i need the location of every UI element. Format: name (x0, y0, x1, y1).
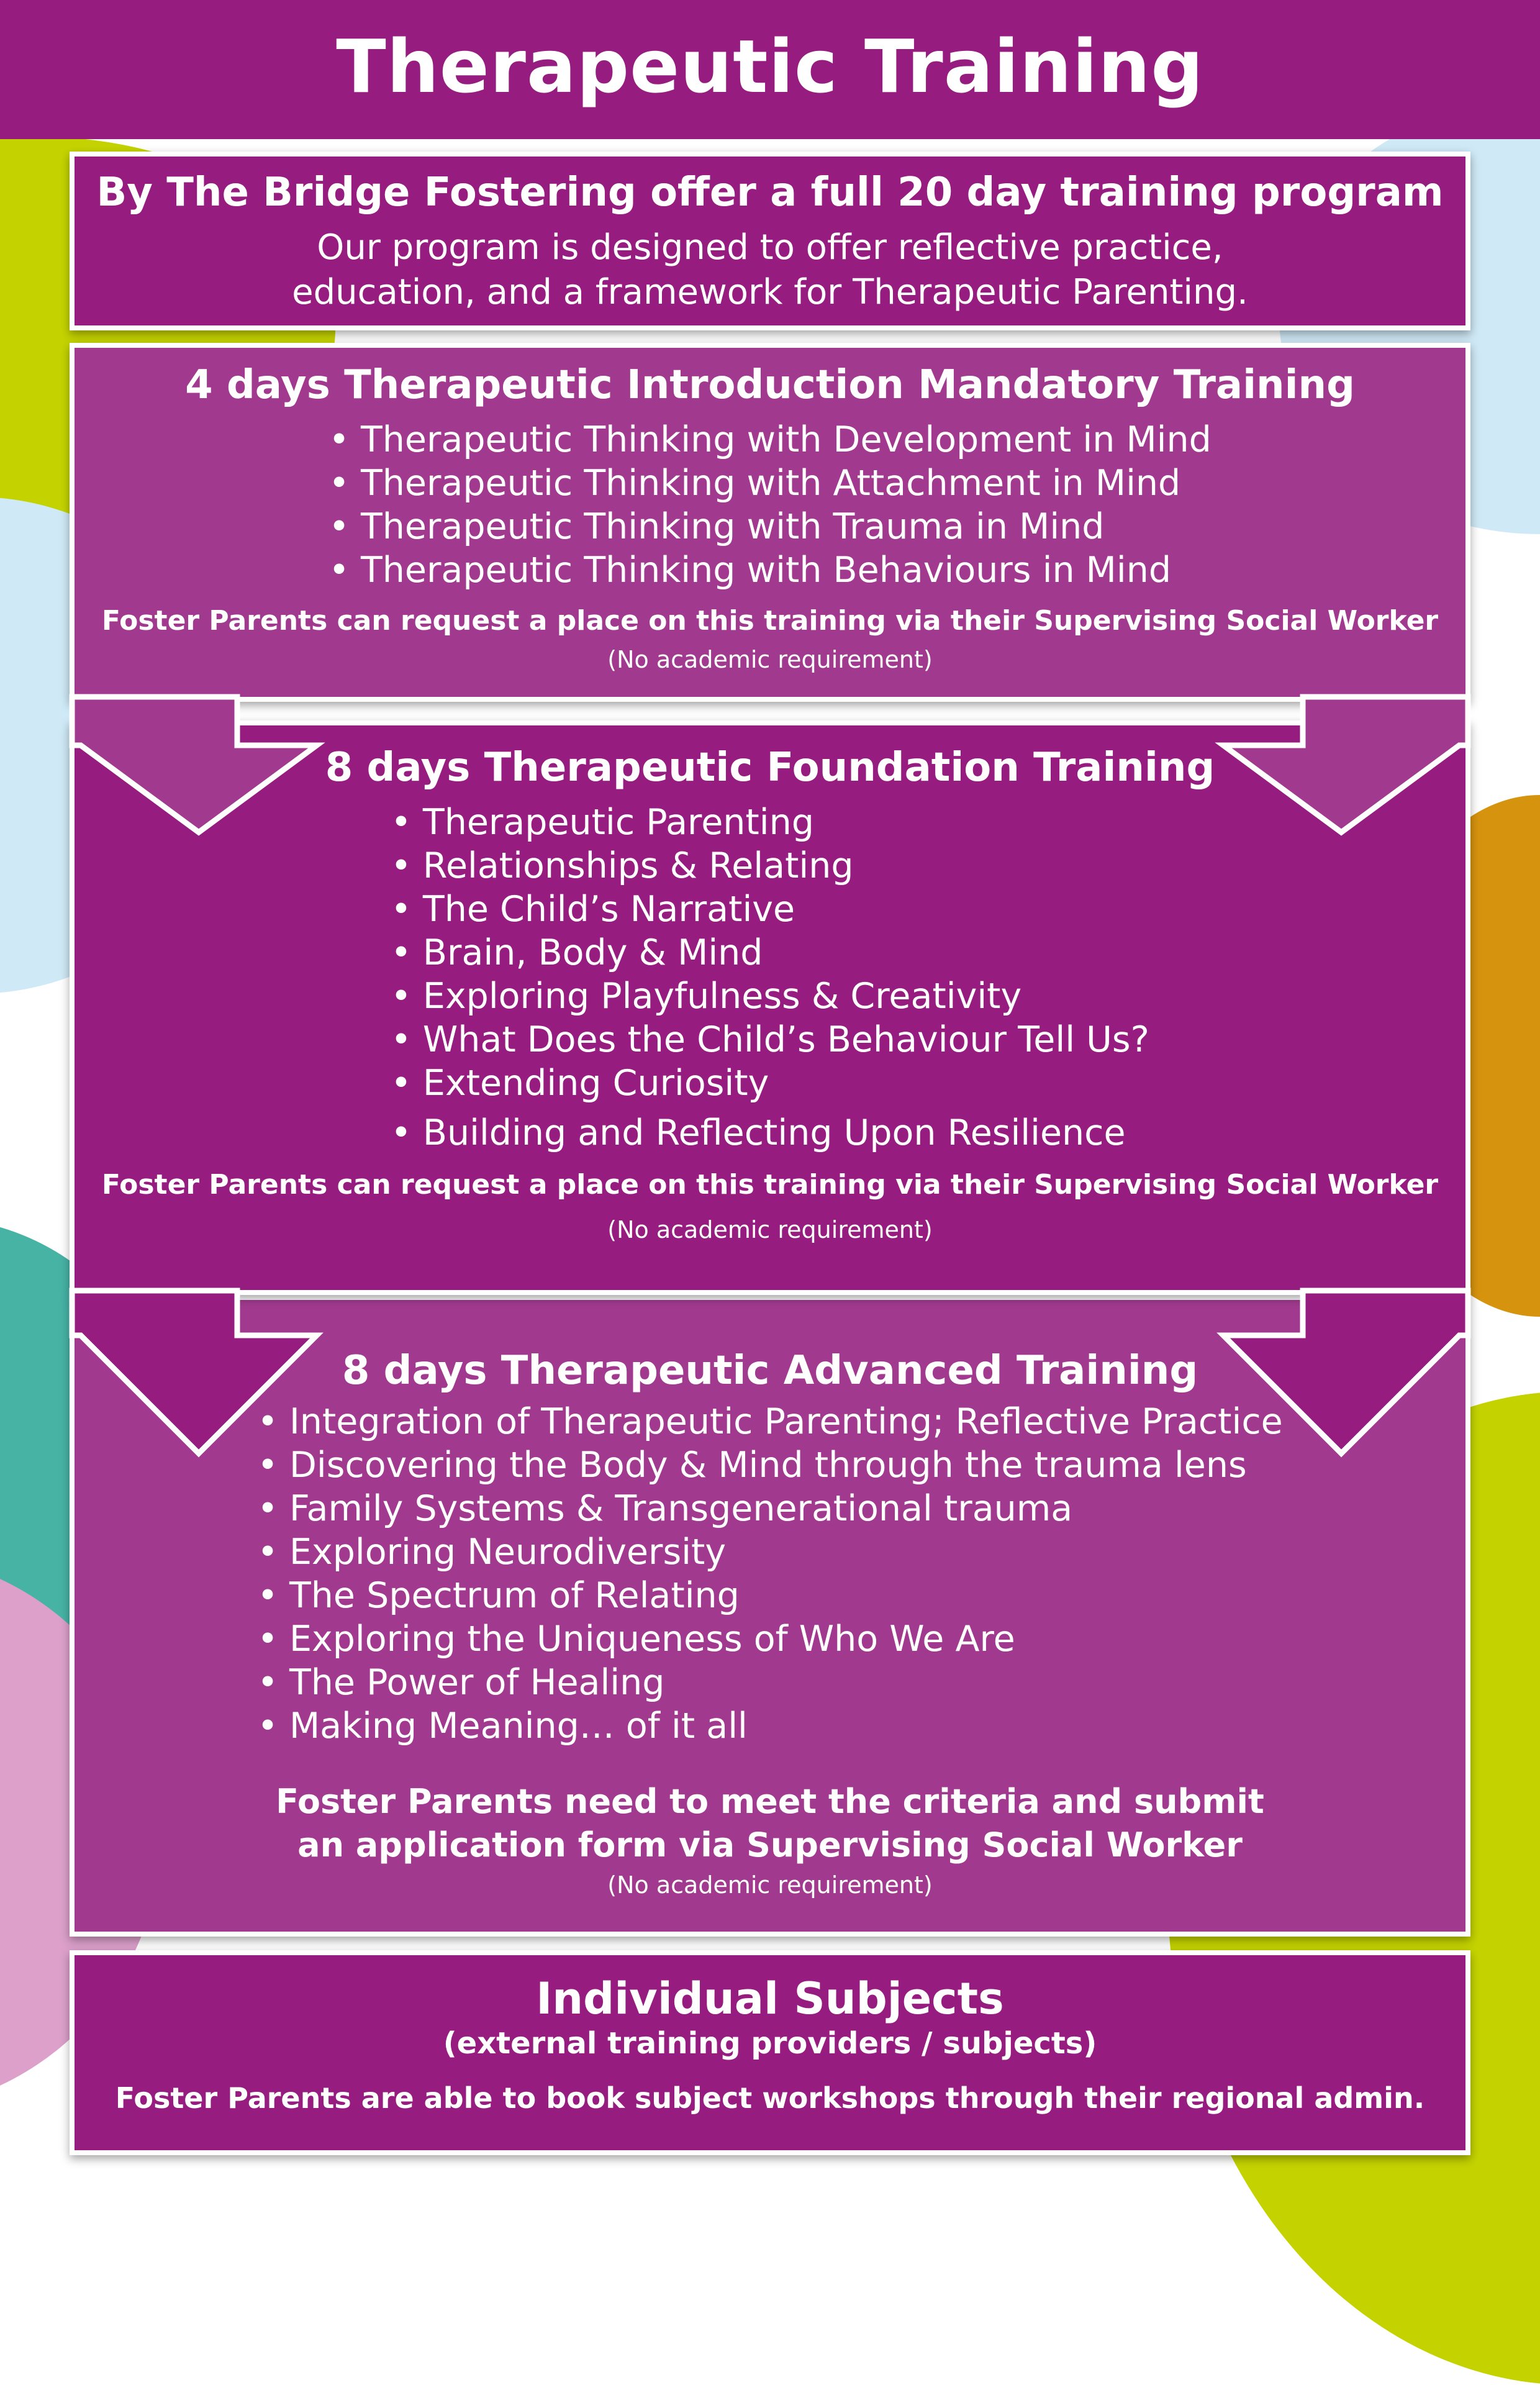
down-arrow-icon (1223, 697, 1468, 832)
list-item: • The Spectrum of Relating (257, 1574, 1283, 1617)
down-arrow-icon (72, 1291, 317, 1453)
advanced-heading: 8 days Therapeutic Advanced Training (342, 1348, 1198, 1394)
intro-text-line: Our program is designed to offer reflective practice, (317, 227, 1223, 268)
list-item: • Therapeutic Thinking with Trauma in Mind (328, 505, 1212, 548)
list-item: • Discovering the Body & Mind through the trauma lens (257, 1443, 1283, 1487)
individual-subjects-box (70, 1950, 1470, 2155)
list-item: • Therapeutic Thinking with Behaviours in Mind (328, 548, 1212, 592)
down-arrow-icon (1223, 1291, 1468, 1453)
list-item: • The Child’s Narrative (391, 888, 1149, 931)
foundation-request: Foster Parents can request a place on this training via their Supervising Social Worker (101, 1168, 1439, 1201)
introduction-heading: 4 days Therapeutic Introduction Mandatory Training (185, 362, 1355, 408)
list-item: • Making Meaning… of it all (257, 1704, 1283, 1748)
list-item: • Exploring the Uniqueness of Who We Are (257, 1617, 1283, 1661)
intro-heading: By The Bridge Fostering offer a full 20 day training program (96, 170, 1444, 216)
introduction-request: Foster Parents can request a place on this training via their Supervising Social Worker (101, 604, 1439, 637)
list-item: • Therapeutic Parenting (391, 801, 1149, 844)
down-arrow-icon (72, 697, 317, 832)
introduction-note: (No academic requirement) (607, 645, 933, 673)
list-item: • The Power of Healing (257, 1661, 1283, 1704)
list-item: • Brain, Body & Mind (391, 931, 1149, 974)
list-item: • Integration of Therapeutic Parenting; Reflective Practice (257, 1400, 1283, 1443)
advanced-criteria: an application form via Supervising Social Worker (297, 1825, 1243, 1865)
individual-text: Foster Parents are able to book subject workshops through their regional admin. (115, 2081, 1425, 2115)
page-title: Therapeutic Training (336, 24, 1204, 109)
list-item: • Building and Reflecting Upon Resilience (391, 1111, 1149, 1155)
list-item: • Therapeutic Thinking with Attachment in Mind (328, 461, 1212, 505)
list-item: • Family Systems & Transgenerational trauma (257, 1487, 1283, 1530)
list-item: • Therapeutic Thinking with Development in Mind (328, 418, 1212, 461)
list-item: • Relationships & Relating (391, 844, 1149, 888)
intro-text-line: education, and a framework for Therapeutic Parenting. (292, 271, 1248, 312)
list-item: • Exploring Neurodiversity (257, 1530, 1283, 1574)
list-item: • Extending Curiosity (391, 1061, 1149, 1105)
foundation-note: (No academic requirement) (607, 1215, 933, 1243)
advanced-criteria: Foster Parents need to meet the criteria and submit (276, 1781, 1264, 1821)
individual-subheading: (external training providers / subjects) (443, 2026, 1097, 2061)
foundation-heading: 8 days Therapeutic Foundation Training (325, 745, 1215, 791)
list-item: • What Does the Child’s Behaviour Tell Us? (391, 1018, 1149, 1061)
advanced-note: (No academic requirement) (607, 1871, 933, 1899)
individual-heading: Individual Subjects (536, 1973, 1004, 2024)
list-item: • Exploring Playfulness & Creativity (391, 974, 1149, 1018)
